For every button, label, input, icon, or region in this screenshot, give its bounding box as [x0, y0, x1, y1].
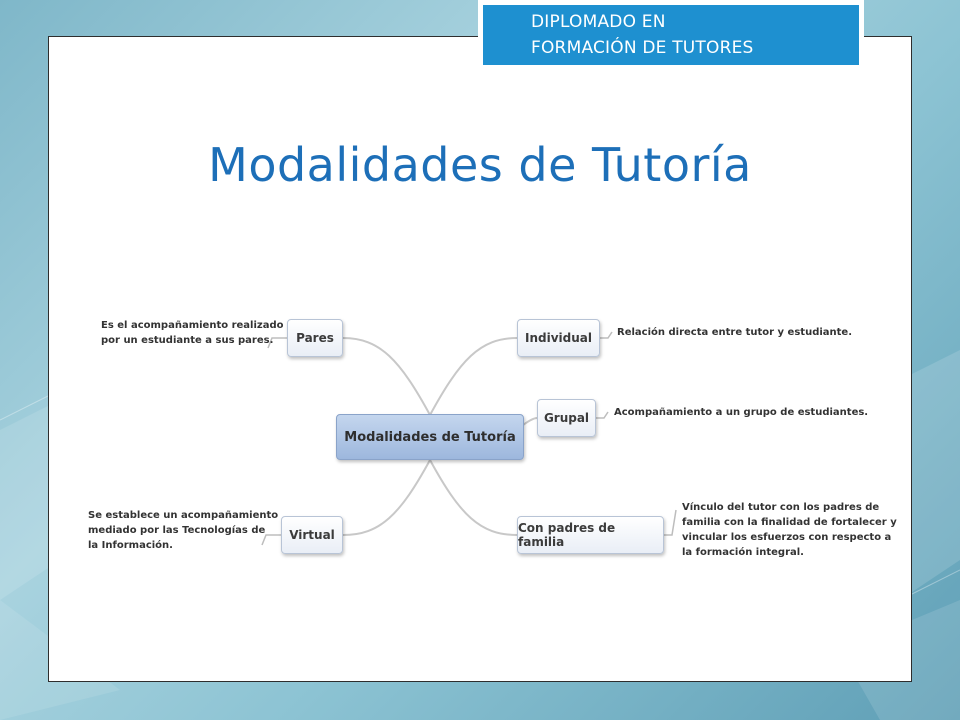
desc-grupal [614, 405, 868, 420]
desc-padres-line: vincular los esfuerzos con respecto a [682, 532, 892, 543]
branch-label-individual: Individual [525, 331, 592, 345]
desc-virtual [88, 508, 278, 553]
branch-node-individual [517, 319, 600, 357]
desc-connector-padres [664, 510, 676, 535]
desc-virtual-line: mediado por las Tecnologías de [88, 525, 266, 536]
branch-label-padres: Con padres de familia [518, 521, 616, 549]
slide-title: Modalidades de Tutoría [208, 138, 752, 192]
connector-individual [430, 338, 517, 415]
branch-node-pares [287, 319, 343, 357]
branch-node-grupal [537, 399, 596, 437]
connector-virtual [343, 460, 430, 535]
desc-individual-line: Relación directa entre tutor y estudiante. [617, 327, 853, 338]
desc-connector-individual [600, 332, 612, 338]
desc-padres [682, 500, 897, 560]
branch-label-pares: Pares [296, 331, 334, 345]
branch-node-padres [517, 516, 664, 554]
desc-padres-line: familia con la finalidad de fortalecer y [682, 517, 897, 528]
center-node-label: Modalidades de Tutoría [344, 429, 516, 445]
branch-label-virtual: Virtual [289, 528, 335, 542]
desc-connector-grupal [596, 412, 608, 418]
desc-pares-line: por un estudiante a sus pares. [101, 335, 274, 346]
desc-grupal-line: Acompañamiento a un grupo de estudiantes. [614, 407, 869, 418]
desc-virtual-line: la Información. [88, 540, 173, 551]
desc-padres-line: la formación integral. [682, 547, 804, 558]
desc-virtual-line: Se establece un acompañamiento [88, 510, 279, 521]
desc-pares [101, 318, 284, 348]
desc-padres-line: Vínculo del tutor con los padres de [682, 502, 880, 513]
center-node [336, 414, 524, 460]
branch-label-grupal: Grupal [543, 411, 590, 425]
branch-node-virtual [281, 516, 343, 554]
desc-individual [617, 325, 852, 340]
header-line-2: FORMACIÓN DE TUTORES [531, 38, 754, 58]
connector-pares [343, 338, 430, 415]
connector-padres [430, 460, 517, 535]
desc-pares-line: Es el acompañamiento realizado [101, 320, 284, 331]
connector-grupal [523, 418, 537, 425]
header-line-1: DIPLOMADO EN [531, 12, 666, 32]
